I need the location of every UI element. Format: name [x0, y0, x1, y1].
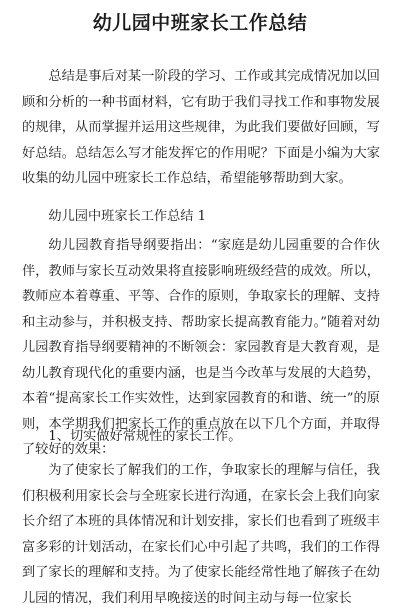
- document-title: 幼儿园中班家长工作总结: [92, 12, 308, 34]
- intro-paragraph: 总结是事后对某一阶段的学习、工作或其完成情况加以回顾和分析的一种书面材料，它有助于我们寻找工作和事物发展的规律，从而掌握并运用这些规律，为此我们要做好回顾，写好总结。总结怎么写才能发挥它的作用呢？下面是小编为大家收集的幼儿园中班家长工作总结，希望能够帮助到大家。: [22, 69, 380, 186]
- body-paragraph-1: 幼儿园教育指导纲要指出：“家庭是幼儿园重要的合作伙伴，教师与家长互动效果将直接影响班级经营的成效。所以，教师应本着尊重、平等、合作的原则，争取家长的理解、支持和主动参与，并积极支持、帮助家长提高教育能力。”随着对幼儿园教育指导纲要精神的不断领会：家园教育是大教育观，是幼儿教育现代化的重要内涵，也是当今改革与发展的大趋势，本着“提高家长工作实效性，达到家园教育的和谐、统一”的原则，本学期我们把家长工作的重点放在以下几个方面，并取得了较好的效果：: [22, 238, 380, 457]
- subheading-1: 1、切实做好常规性的家长工作。: [48, 429, 242, 444]
- body-paragraph-2: 为了使家长了解我们的工作，争取家长的理解与信任，我们积极利用家长会与全班家长进行沟通，在家长会上我们向家长介绍了本班的具体情况和计划安排，家长们也看到了班级丰富多彩的计划活动，在家长们心中引起了共鸣，我们的工作得到了家长的理解和支持。为了使家长能经常性地了解孩子在幼儿园的情况，我们利用早晚接送的时间主动与每一位家长: [22, 463, 380, 606]
- section-title: 幼儿园中班家长工作总结 1: [48, 209, 207, 224]
